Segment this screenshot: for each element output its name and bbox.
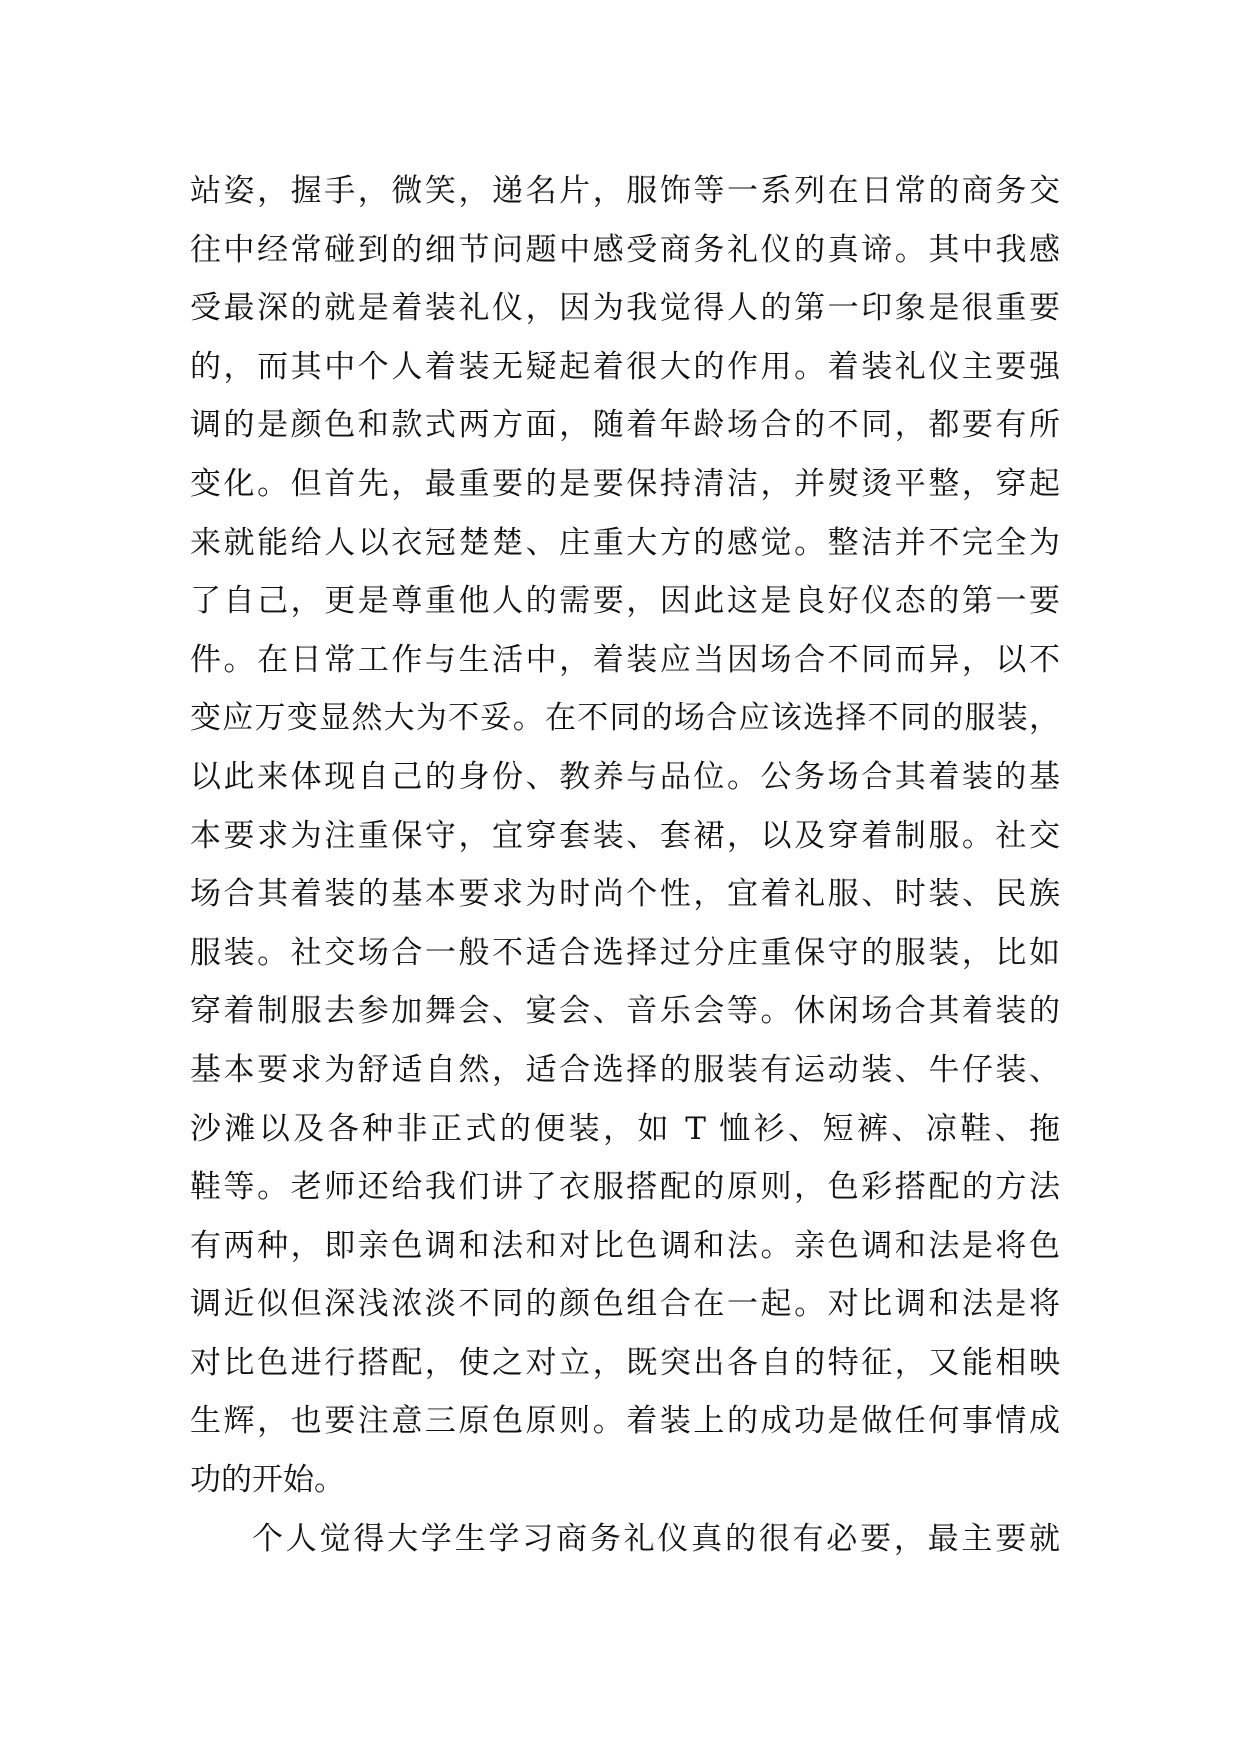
text-line: 站姿，握手，微笑，递名片，服饰等一系列在日常的商务交 <box>190 173 1060 209</box>
text-line: 变化。但首先，最重要的是要保持清洁，并熨烫平整，穿起 <box>190 465 1060 502</box>
text-line: 了自己，更是尊重他人的需要，因此这是良好仪态的第一要 <box>190 583 1060 620</box>
text-line: 本要求为注重保守，宜穿套装、套裙，以及穿着制服。社交 <box>190 817 1060 854</box>
body-text <box>190 162 1060 1568</box>
text-line: 生辉，也要注意三原色原则。着装上的成功是做任何事情成 <box>190 1403 1060 1440</box>
text-line: 鞋等。老师还给我们讲了衣服搭配的原则，色彩搭配的方法 <box>190 1169 1060 1206</box>
text-line: 场合其着装的基本要求为时尚个性，宜着礼服、时装、民族 <box>190 876 1060 913</box>
text-line: 有两种，即亲色调和法和对比色调和法。亲色调和法是将色 <box>190 1227 1060 1264</box>
text-line: 调的是颜色和款式两方面，随着年龄场合的不同，都要有所 <box>190 407 1060 444</box>
text-line: 服装。社交场合一般不适合选择过分庄重保守的服装，比如 <box>190 934 1060 971</box>
paragraph-start-line: 个人觉得大学生学习商务礼仪真的很有必要，最主要就 <box>252 1520 1060 1557</box>
text-line: 对比色进行搭配，使之对立，既突出各自的特征，又能相映 <box>190 1344 1060 1381</box>
text-line: 受最深的就是着装礼仪，因为我觉得人的第一印象是很重要 <box>190 290 1060 327</box>
text-line: 基本要求为舒适自然，适合选择的服装有运动装、牛仔装、 <box>190 1051 1060 1088</box>
text-line: 沙滩以及各种非正式的便装，如 T 恤衫、短裤、凉鞋、拖 <box>190 1110 1060 1147</box>
text-line: 穿着制服去参加舞会、宴会、音乐会等。休闲场合其着装的 <box>190 993 1060 1030</box>
text-line: 的，而其中个人着装无疑起着很大的作用。着装礼仪主要强 <box>190 348 1060 385</box>
text-line: 往中经常碰到的细节问题中感受商务礼仪的真谛。其中我感 <box>190 231 1060 268</box>
text-line: 变应万变显然大为不妥。在不同的场合应该选择不同的服装， <box>190 700 1060 737</box>
text-line: 调近似但深浅浓淡不同的颜色组合在一起。对比调和法是将 <box>190 1286 1060 1323</box>
paragraph-end-line: 功的开始。 <box>190 1462 345 1499</box>
text-line: 以此来体现自己的身份、教养与品位。公务场合其着装的基 <box>190 758 1060 795</box>
text-line: 来就能给人以衣冠楚楚、庄重大方的感觉。整洁并不完全为 <box>190 524 1060 561</box>
text-line: 件。在日常工作与生活中，着装应当因场合不同而异，以不 <box>190 641 1060 678</box>
